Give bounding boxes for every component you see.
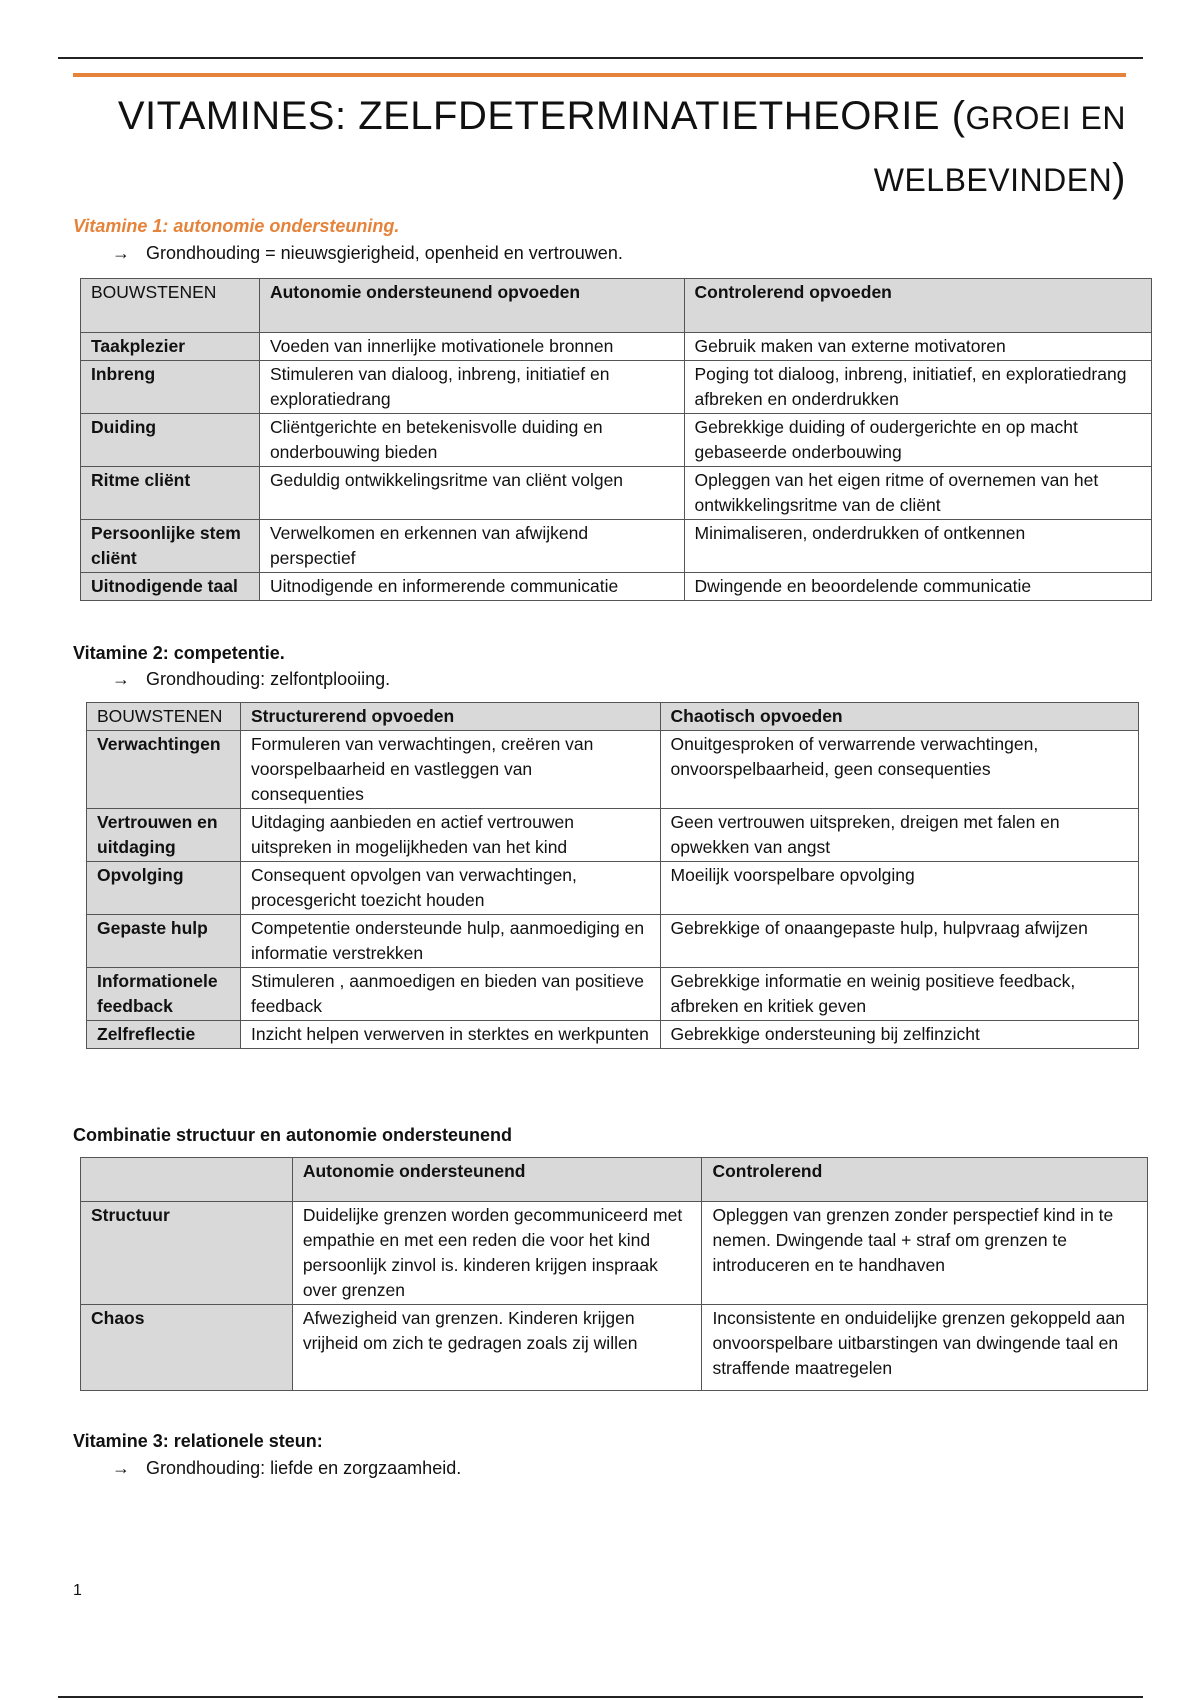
row-label: Gepaste hulp bbox=[87, 915, 241, 968]
column-header: Chaotisch opvoeden bbox=[660, 703, 1138, 731]
table-cell: Minimaliseren, onderdrukken of ontkennen bbox=[684, 520, 1152, 573]
page-number: 1 bbox=[73, 1582, 82, 1599]
column-header: Controlerend opvoeden bbox=[684, 279, 1152, 333]
table-row bbox=[87, 915, 1139, 968]
row-label: Opvolging bbox=[87, 862, 241, 915]
vitamine-2-table bbox=[86, 702, 1139, 1049]
row-label: Chaos bbox=[81, 1305, 293, 1391]
table-cell: Uitnodigende en informerende communicatie bbox=[259, 573, 684, 601]
row-label: Verwachtingen bbox=[87, 731, 241, 809]
table-cell: Inconsistente en onduidelijke grenzen gekoppeld aan onvoorspelbare uitbarstingen van dwingende taal en straffende maatregelen bbox=[702, 1305, 1148, 1391]
row-label: Inbreng bbox=[81, 361, 260, 414]
table-cell: Stimuleren van dialoog, inbreng, initiatief en exploratiedrang bbox=[259, 361, 684, 414]
table-row bbox=[81, 1305, 1148, 1391]
row-label: Taakplezier bbox=[81, 333, 260, 361]
table-row bbox=[81, 1202, 1148, 1305]
table-cell: Verwelkomen en erkennen van afwijkend perspectief bbox=[259, 520, 684, 573]
table-cell: Cliëntgerichte en betekenisvolle duiding en onderbouwing bieden bbox=[259, 414, 684, 467]
vitamine-1-table bbox=[80, 278, 1152, 601]
column-header: Structurerend opvoeden bbox=[240, 703, 660, 731]
table-cell: Competentie ondersteunde hulp, aanmoediging en informatie verstrekken bbox=[240, 915, 660, 968]
row-label: Ritme cliënt bbox=[81, 467, 260, 520]
table-row bbox=[81, 333, 1152, 361]
vitamine-3-heading: Vitamine 3: relationele steun: bbox=[73, 1431, 323, 1451]
row-label: Informationele feedback bbox=[87, 968, 241, 1021]
vitamine-3-bullet: → Grondhouding: liefde en zorgzaamheid. bbox=[112, 1458, 462, 1478]
column-header: Controlerend bbox=[702, 1158, 1148, 1202]
row-label: Vertrouwen en uitdaging bbox=[87, 809, 241, 862]
table-row bbox=[81, 361, 1152, 414]
column-header: BOUWSTENEN bbox=[81, 279, 260, 333]
table-row bbox=[87, 1021, 1139, 1049]
arrow-icon: → bbox=[112, 669, 130, 689]
document-title: VITAMINES: ZELFDETERMINATIETHEORIE (GROEI EN WELBEVINDEN) bbox=[117, 94, 1126, 200]
table-cell: Duidelijke grenzen worden gecommuniceerd met empathie en met een reden die voor het kind persoonlijk zinvol is. kinderen krijgen inspraak over grenzen bbox=[292, 1202, 702, 1305]
table-row bbox=[87, 731, 1139, 809]
table-cell: Uitdaging aanbieden en actief vertrouwen uitspreken in mogelijkheden van het kind bbox=[240, 809, 660, 862]
table-cell: Formuleren van verwachtingen, creëren van voorspelbaarheid en vastleggen van consequenties bbox=[240, 731, 660, 809]
table-row bbox=[87, 968, 1139, 1021]
bottom-page-rule bbox=[58, 1696, 1143, 1698]
vitamine-1-bullet: → Grondhouding = nieuwsgierigheid, openheid en vertrouwen. bbox=[112, 243, 623, 263]
table-cell: Gebrekkige of onaangepaste hulp, hulpvraag afwijzen bbox=[660, 915, 1138, 968]
table-cell: Gebrekkige ondersteuning bij zelfinzicht bbox=[660, 1021, 1138, 1049]
table-row bbox=[81, 520, 1152, 573]
table-cell: Geen vertrouwen uitspreken, dreigen met falen en opwekken van angst bbox=[660, 809, 1138, 862]
column-header: Autonomie ondersteunend opvoeden bbox=[259, 279, 684, 333]
table-cell: Onuitgesproken of verwarrende verwachtingen, onvoorspelbaarheid, geen consequenties bbox=[660, 731, 1138, 809]
table-cell: Stimuleren , aanmoedigen en bieden van positieve feedback bbox=[240, 968, 660, 1021]
row-label: Zelfreflectie bbox=[87, 1021, 241, 1049]
table-row bbox=[81, 467, 1152, 520]
row-label: Structuur bbox=[81, 1202, 293, 1305]
table-row bbox=[81, 414, 1152, 467]
row-label: Persoonlijke stem cliënt bbox=[81, 520, 260, 573]
top-page-rule bbox=[58, 57, 1143, 59]
title-accent-rule bbox=[73, 73, 1126, 77]
table-row bbox=[81, 573, 1152, 601]
table-cell: Moeilijk voorspelbare opvolging bbox=[660, 862, 1138, 915]
table-cell: Opleggen van het eigen ritme of overnemen van het ontwikkelingsritme van de cliënt bbox=[684, 467, 1152, 520]
vitamine-2-bullet: → Grondhouding: zelfontplooiing. bbox=[112, 669, 391, 689]
table-cell: Geduldig ontwikkelingsritme van cliënt volgen bbox=[259, 467, 684, 520]
table-cell: Gebruik maken van externe motivatoren bbox=[684, 333, 1152, 361]
table-cell: Opleggen van grenzen zonder perspectief kind in te nemen. Dwingende taal + straf om grenzen te introduceren en te handhaven bbox=[702, 1202, 1148, 1305]
row-label: Duiding bbox=[81, 414, 260, 467]
column-header bbox=[81, 1158, 293, 1202]
table-cell: Gebrekkige informatie en weinig positieve feedback, afbreken en kritiek geven bbox=[660, 968, 1138, 1021]
combinatie-heading: Combinatie structuur en autonomie ondersteunend bbox=[73, 1125, 513, 1145]
table-header-row bbox=[87, 703, 1139, 731]
row-label: Uitnodigende taal bbox=[81, 573, 260, 601]
table-cell: Dwingende en beoordelende communicatie bbox=[684, 573, 1152, 601]
table-row bbox=[87, 809, 1139, 862]
vitamine-2-heading: Vitamine 2: competentie. bbox=[73, 643, 285, 663]
vitamine-1-heading: Vitamine 1: autonomie ondersteuning. bbox=[73, 216, 400, 236]
table-header-row bbox=[81, 1158, 1148, 1202]
column-header: Autonomie ondersteunend bbox=[292, 1158, 702, 1202]
table-cell: Inzicht helpen verwerven in sterktes en werkpunten bbox=[240, 1021, 660, 1049]
arrow-icon: → bbox=[112, 1458, 130, 1478]
arrow-icon: → bbox=[112, 243, 130, 263]
table-cell: Gebrekkige duiding of oudergerichte en op macht gebaseerde onderbouwing bbox=[684, 414, 1152, 467]
table-row bbox=[87, 862, 1139, 915]
column-header: BOUWSTENEN bbox=[87, 703, 241, 731]
table-cell: Poging tot dialoog, inbreng, initiatief, en exploratiedrang afbreken en onderdrukken bbox=[684, 361, 1152, 414]
table-cell: Afwezigheid van grenzen. Kinderen krijgen vrijheid om zich te gedragen zoals zij willen bbox=[292, 1305, 702, 1391]
table-cell: Consequent opvolgen van verwachtingen, procesgericht toezicht houden bbox=[240, 862, 660, 915]
table-header-row bbox=[81, 279, 1152, 333]
combinatie-table bbox=[80, 1157, 1148, 1391]
table-cell: Voeden van innerlijke motivationele bronnen bbox=[259, 333, 684, 361]
